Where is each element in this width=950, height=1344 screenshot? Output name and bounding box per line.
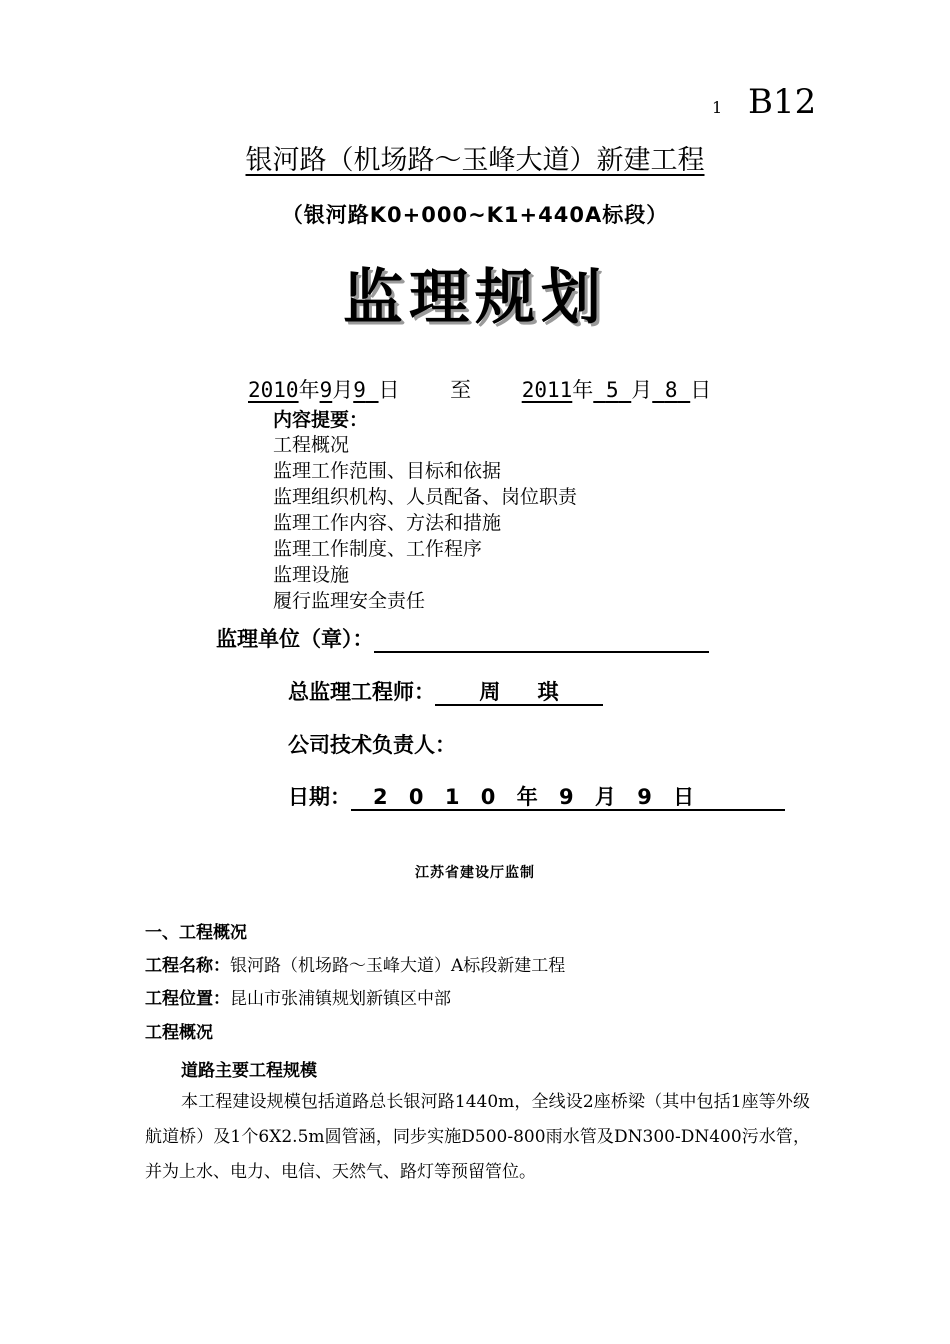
overview-heading: 一、工程概况	[145, 923, 247, 943]
period-range: 2010年9月9 日 至 2011年 5 月 8 日	[248, 378, 712, 402]
form-code: B12	[748, 82, 817, 122]
project-location-row	[145, 984, 451, 1009]
project-name-row	[145, 951, 565, 976]
supervision-unit-row	[216, 623, 709, 653]
project-name-value: 银河路（机场路～玉峰大道）A标段新建工程	[230, 956, 566, 976]
chief-engineer-row	[288, 676, 603, 706]
toc-item: 工程概况	[273, 434, 350, 456]
toc-item: 监理设施	[273, 564, 350, 586]
toc-item: 监理工作范围、目标和依据	[273, 460, 502, 482]
period-to: 至	[450, 378, 472, 402]
project-title: 银河路（机场路～玉峰大道）新建工程	[245, 145, 705, 176]
scale-heading: 道路主要工程规模	[181, 1061, 317, 1081]
supervisor-note: 江苏省建设厅监制	[415, 865, 535, 881]
toc-heading: 内容提要：	[273, 409, 369, 431]
project-name-label: 工程名称：	[145, 956, 230, 976]
date-value: 2 0 1 0 年 9 月 9 日	[351, 785, 785, 811]
toc-item: 监理工作制度、工作程序	[273, 538, 483, 560]
date-row	[288, 781, 785, 811]
end-year: 2011	[521, 378, 573, 402]
end-month: 5	[605, 378, 619, 402]
chief-engineer-label: 总监理工程师：	[288, 680, 435, 704]
toc-item: 监理组织机构、人员配备、岗位职责	[273, 486, 578, 508]
date-label: 日期：	[288, 785, 351, 809]
end-day: 8	[664, 378, 678, 402]
start-month: 9	[319, 378, 333, 402]
main-title: 监理规划	[343, 263, 607, 333]
toc-item: 监理工作内容、方法和措施	[273, 512, 502, 534]
start-day: 9	[353, 378, 366, 402]
start-year: 2010	[248, 378, 299, 402]
tech-lead-label: 公司技术负责人：	[288, 733, 456, 757]
supervision-unit-label: 监理单位（章）：	[216, 627, 374, 651]
scale-paragraph: 本工程建设规模包括道路总长银河路1440m，全线设2座桥梁（其中包括1座等外级航道桥）及1个6X2.5m圆管涵，同步实施D500-800雨水管及DN300-DN400污水管，并为上水、电力、电信、天然气、路灯等预留管位。	[145, 1092, 810, 1182]
summary-label: 工程概况	[145, 1023, 213, 1043]
toc-item: 履行监理安全责任	[273, 590, 426, 612]
project-location-value: 昆山市张浦镇规划新镇区中部	[230, 989, 451, 1009]
chief-engineer-name: 周 琪	[435, 680, 603, 706]
project-location-label: 工程位置：	[145, 989, 230, 1009]
page-number: 1	[712, 98, 723, 117]
supervision-unit-field	[374, 627, 709, 653]
section-subtitle: （银河路K0+000~K1+440A标段）	[281, 203, 669, 227]
